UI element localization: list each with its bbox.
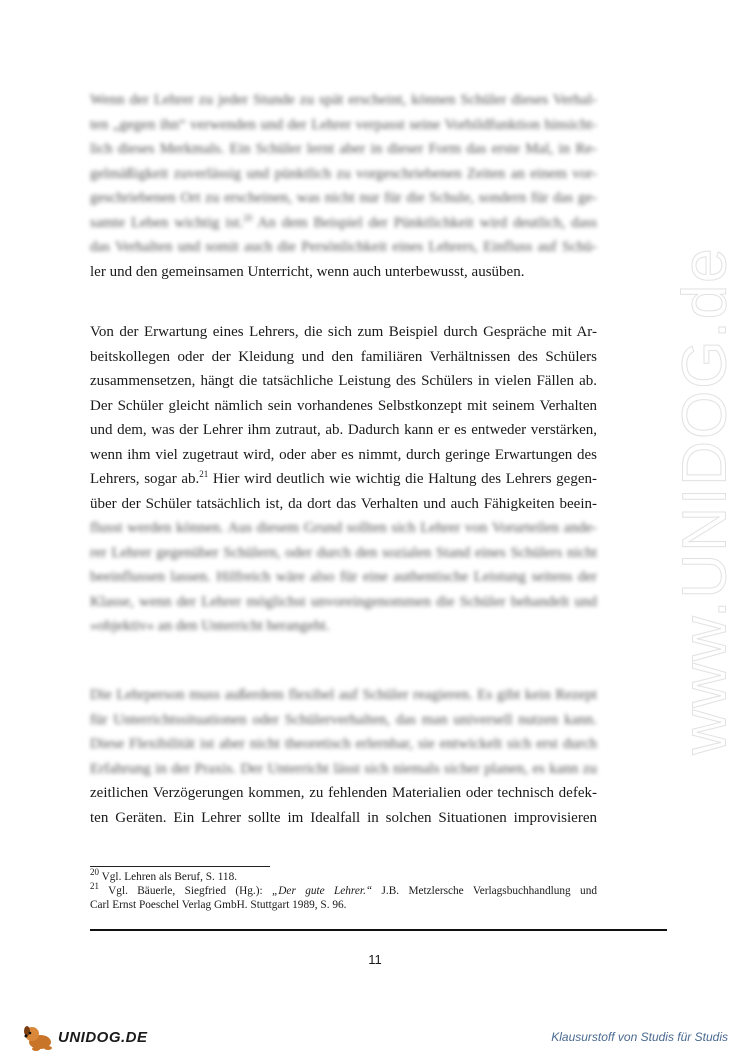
- blurred-line: lich dieses Merkmals. Ein Schüler lernt aber in dieser Form das erste Mal, in Re-: [90, 141, 597, 157]
- watermark-text: www.UNIDOG.de: [670, 245, 740, 755]
- text-line: über der Schüler tatsächlich ist, da dort das Verhalten und auch Fähigkeiten beein-: [90, 495, 597, 512]
- blurred-line: flusst werden können. Aus diesem Grund sollten sich Lehrer von Vorurteilen ande-: [90, 520, 597, 536]
- text-line: ler und den gemeinsamen Unterricht, wenn auch unterbewusst, ausüben.: [90, 263, 525, 280]
- text-line: wenn ihm viel zugetraut wird, oder aber es nimmt, durch geringe Erwartungen des: [90, 446, 597, 463]
- logo-text: UNIDOG.DE: [58, 1028, 148, 1046]
- footnote-21: $^{21}$ Vgl. Bäuerle, Siegfried (Hg.): „Der gute Lehrer.“ J.B. Metzlersche Verlagsbuchhandlung und: [90, 881, 598, 897]
- blurred-line: das Verhalten und somit auch die Persönlichkeit eines Lehrers, Einfluss auf Schü-: [90, 239, 597, 255]
- footnote-separator: [90, 866, 270, 867]
- blurred-line: »objektiv« an den Unterricht herangeht.: [90, 618, 330, 634]
- blurred-line: Erfahrung in der Praxis. Der Unterricht lässt sich niemals sicher planen, es kann zu: [90, 760, 597, 777]
- text-line-with-footnote: Lehrers, sogar ab.$^{21}$ Hier wird deutlich wie wichtig die Haltung des Lehrers gegen-: [90, 469, 597, 487]
- paragraph-2: [90, 320, 597, 639]
- blurred-line: geschriebenen Ort zu erscheinen, was nicht nur für die Schule, sondern für das ge-: [90, 190, 597, 206]
- blurred-line: Die Lehrperson muss außerdem flexibel auf Schüler reagieren. Es gibt kein Rezept: [90, 687, 597, 703]
- footer-slogan: Klausurstoff von Studis für Studis: [551, 1030, 728, 1044]
- page-number: 11: [368, 952, 382, 967]
- footnote-ref-20[interactable]: 20: [243, 212, 253, 223]
- blurred-line: Diese Flexibilität ist aber nicht theoretisch erlernbar, sie entwickelt sich erst durch: [90, 736, 597, 752]
- blurred-line: für Unterrichtssituationen oder Schülerverhalten, das man universell nutzen kann.: [90, 711, 597, 728]
- footnotes: [90, 867, 598, 912]
- text-line: zusammensetzen, hängt die tatsächliche Leistung des Schülers in vielen Fällen ab.: [90, 373, 597, 389]
- watermark: [640, 245, 750, 755]
- blurred-line-with-footnote: samte Leben wichtig ist.$^{20}$ An dem Beispiel der Pünktlichkeit wird deutlich, dass: [90, 212, 597, 231]
- unidog-logo[interactable]: [22, 1022, 148, 1052]
- footnote-21-continued: Carl Ernst Poeschel Verlag GmbH. Stuttgart 1989, S. 96.: [90, 899, 347, 911]
- footnote-20: $^{20}$ Vgl. Lehren als Beruf, S. 118.: [90, 867, 238, 883]
- text-line: Der Schüler gleicht nämlich sein vorhandenes Selbstkonzept mit seinem Verhalten: [90, 397, 597, 414]
- text-line: Von der Erwartung eines Lehrers, die sich zum Beispiel durch Gespräche mit Ar-: [90, 324, 597, 340]
- text-line: und dem, was der Lehrer ihm zutraut, ab. Dadurch kann er es entweder verstärken,: [90, 422, 597, 438]
- blurred-line: Klasse, wenn der Lehrer möglichst unvoreingenommen die Schüler behandelt und: [90, 593, 597, 610]
- paragraph-3: [90, 683, 597, 830]
- blurred-line: rer Lehrer gegenüber Schülern, oder durch den sozialen Stand eines Schülers nicht: [90, 544, 597, 561]
- blurred-line: beeinflussen lassen. Hilfreich wäre also für eine authentische Leistung seitens der: [90, 569, 597, 585]
- footer-rule: [90, 929, 667, 932]
- paragraph-1: [90, 88, 597, 284]
- text-line: beitskollegen oder der Kleidung und den familiären Verhältnissen des Schülers: [90, 348, 597, 365]
- dog-icon: [22, 1022, 56, 1052]
- text-line: ten Geräten. Ein Lehrer sollte im Idealfall in solchen Situationen improvisieren: [90, 809, 597, 826]
- blurred-line: Wenn der Lehrer zu jeder Stunde zu spät erscheint, können Schüler dieses Verhal-: [90, 92, 597, 108]
- footnote-ref-21[interactable]: 21: [199, 469, 209, 479]
- text-line: zeitlichen Verzögerungen kommen, zu fehlenden Materialien oder technisch defek-: [90, 785, 597, 801]
- blurred-line: gelmäßigkeit zuverlässig und pünktlich zu vorgeschriebenen Zeiten an einem vor-: [90, 165, 597, 182]
- blurred-line: ten „gegen ihn“ verwenden und der Lehrer verpasst seine Vorbildfunktion hinsicht-: [90, 116, 597, 133]
